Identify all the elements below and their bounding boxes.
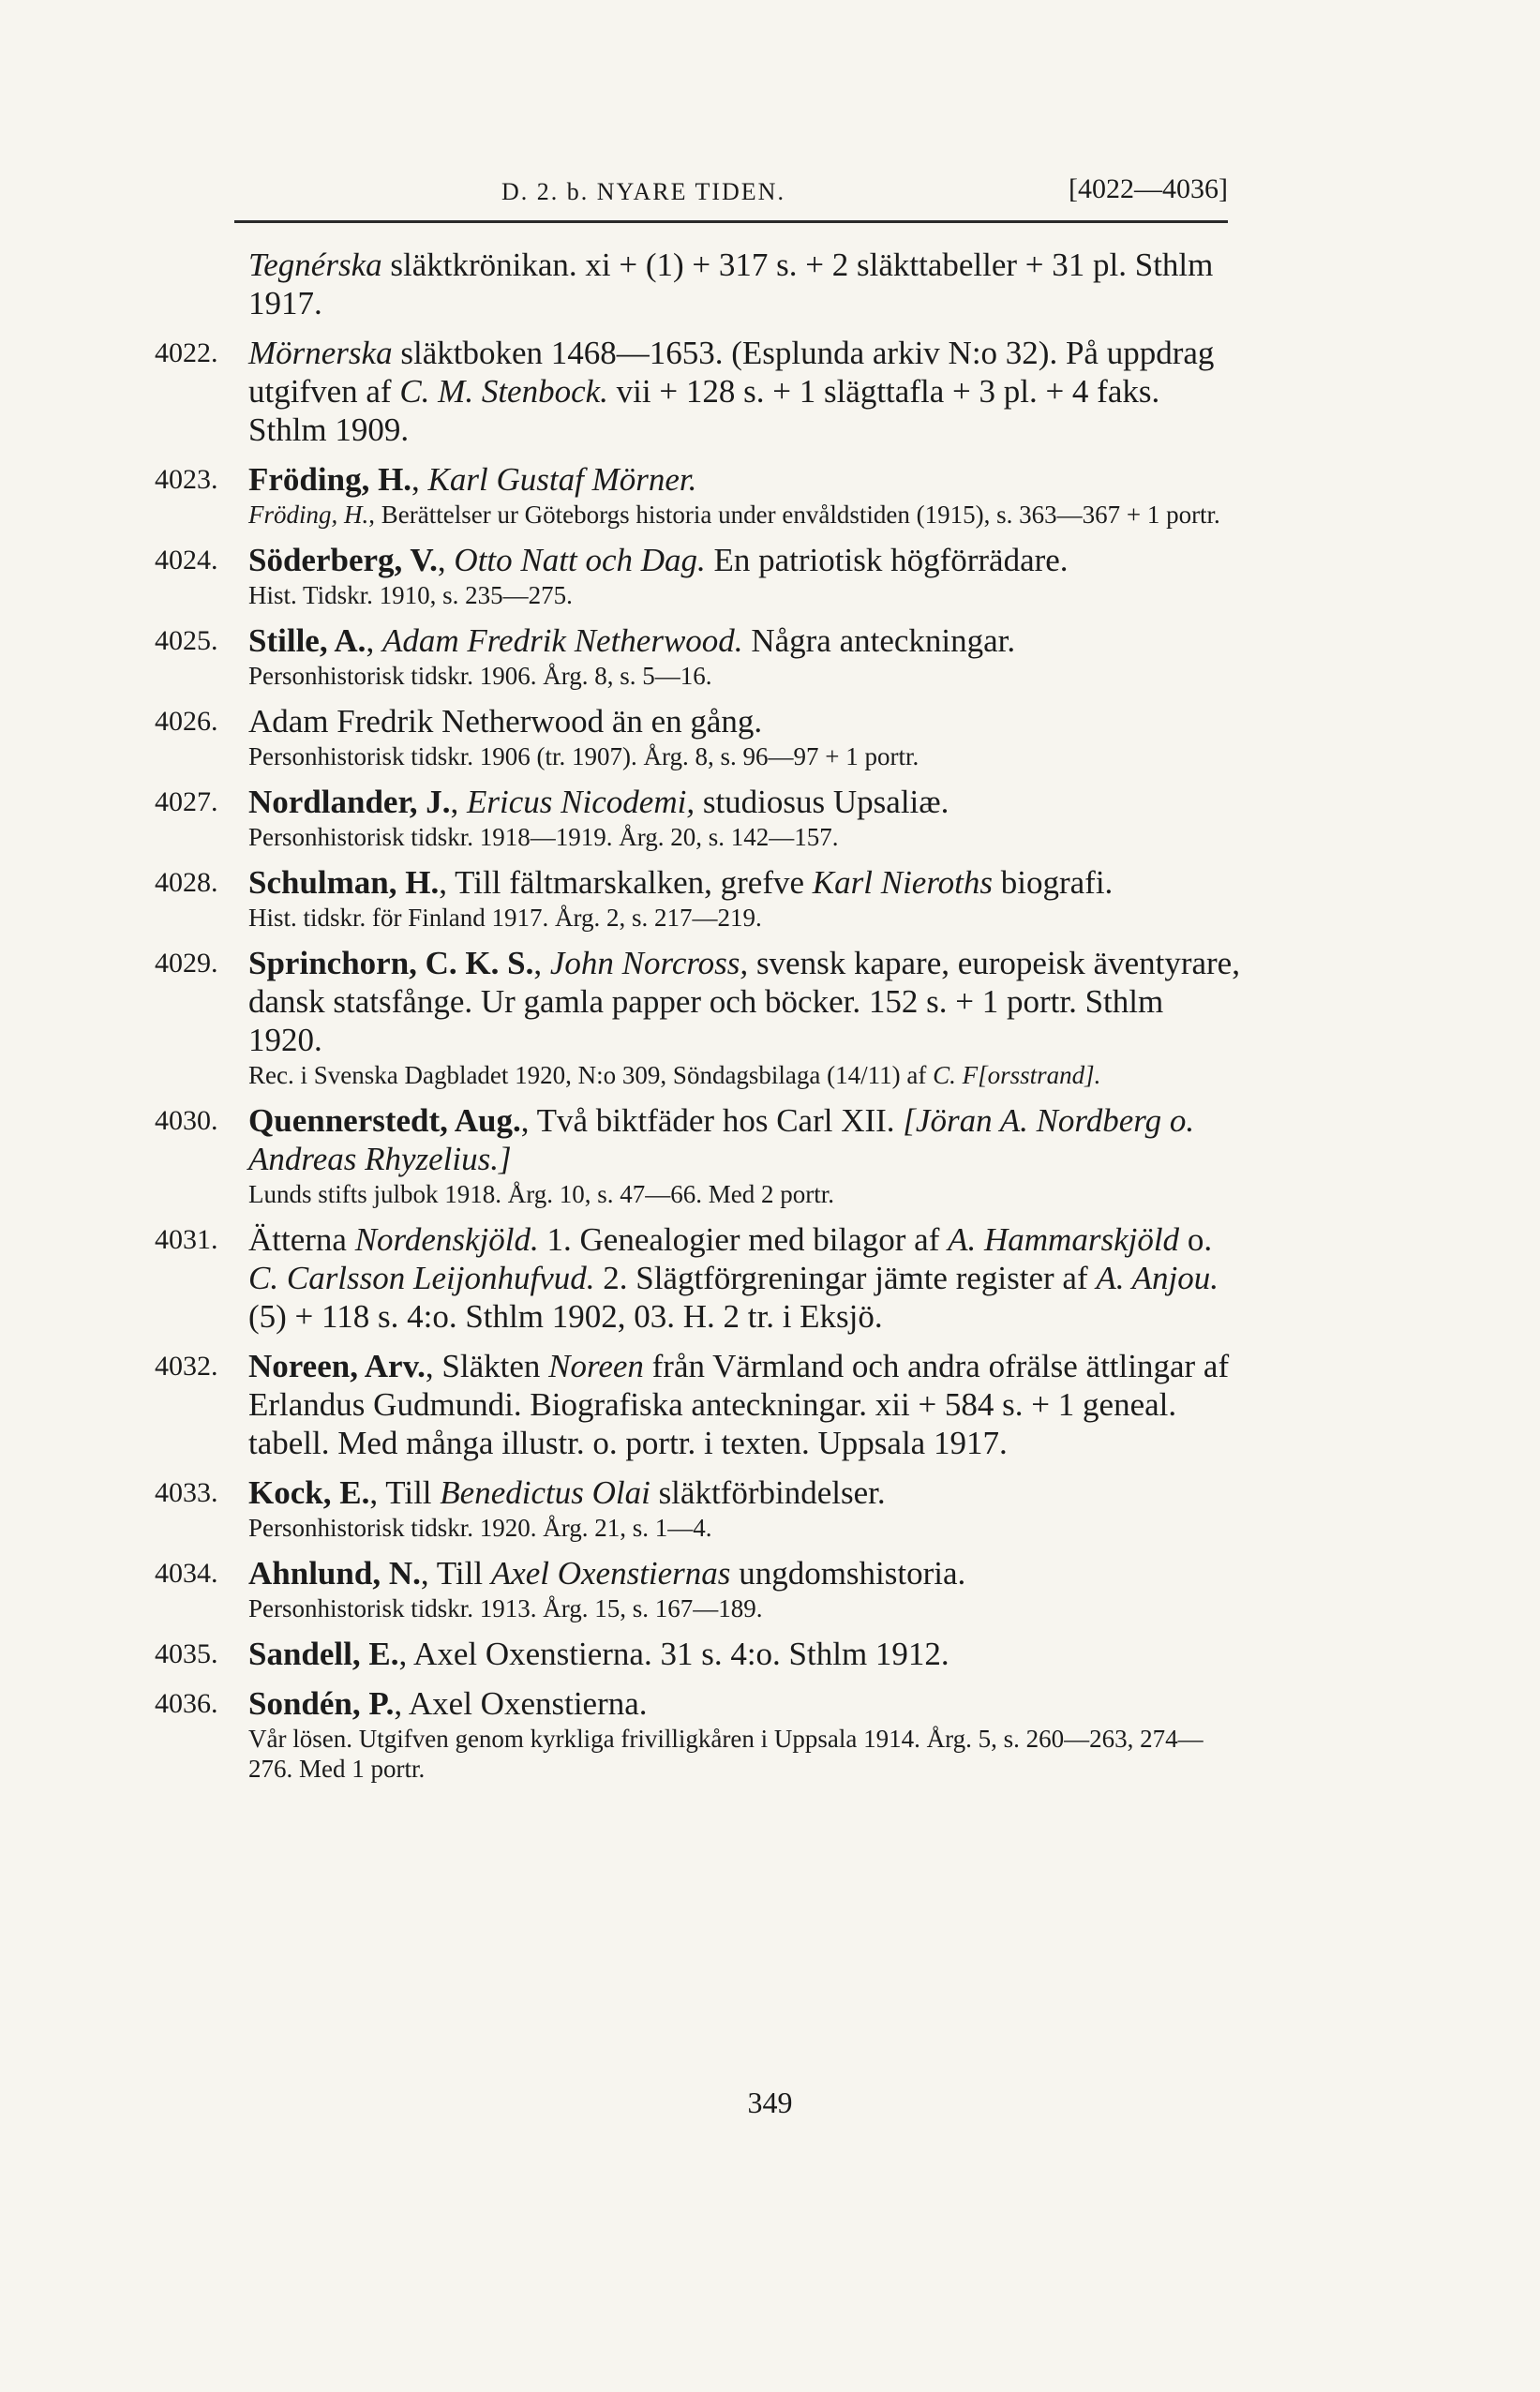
page-number: 349 [747, 2086, 793, 2119]
entry-note: Personhistorisk tidskr. 1918—1919. Årg. 20, s. 142—157. [248, 823, 839, 851]
entry-4025 [155, 621, 1242, 691]
entry-text [248, 1473, 1242, 1512]
entry-desc: En patriotisk högförrädare. [705, 542, 1069, 578]
entry-text: Adam Fredrik Netherwood än en gång. [248, 703, 763, 740]
entry-desc: svensk kapare, europeisk äventyrare, dansk statsfånge. Ur gamla papper och böcker. 152 s. + 1 portr. Sthlm 1920. [248, 945, 1240, 1058]
entry-author: Sandell, E. [248, 1636, 399, 1672]
bibliography-list [155, 246, 1242, 1795]
entry-desc: Ätterna [248, 1221, 355, 1258]
entry-4023 [155, 460, 1242, 530]
entry-number: 4023. [155, 464, 218, 495]
entry-author: Sondén, P. [248, 1685, 395, 1722]
entry-author: Ahnlund, N. [248, 1555, 421, 1592]
entry-text [248, 1220, 1242, 1336]
entry-text [248, 863, 1242, 902]
entry-intro [155, 246, 1242, 322]
entry-desc: Några anteckningar. [742, 622, 1016, 659]
entry-desc: , Till [369, 1474, 441, 1511]
entry-text [248, 1635, 1242, 1673]
entry-note [248, 500, 1242, 530]
entry-title: John Norcross, [549, 945, 749, 981]
entry-desc: 2. Slägtförgreningar jämte register af [594, 1260, 1097, 1296]
entry-title: Axel Oxenstiernas [490, 1555, 731, 1592]
entry-author: Nordlander, J. [248, 784, 451, 820]
entry-4027 [155, 783, 1242, 852]
entry-desc: släktkrönikan. xi + (1) + 317 s. + 2 släkttabeller + 31 pl. Sthlm 1917. [248, 247, 1214, 321]
entry-desc: biografi. [993, 864, 1114, 901]
note-text: , Berättelser ur Göteborgs historia under envåldstiden (1915), s. 363—367 + 1 portr. [368, 501, 1220, 529]
entry-author: Sprinchorn, C. K. S. [248, 945, 534, 981]
entry-text [248, 1347, 1242, 1462]
entry-note: Personhistorisk tidskr. 1913. Årg. 15, s. 167—189. [248, 1594, 763, 1622]
entry-text [248, 541, 1242, 579]
entry-author: Noreen, Arv. [248, 1348, 426, 1384]
entry-editor: A. Anjou. [1096, 1260, 1219, 1296]
entry-title: Otto Natt och Dag. [454, 542, 706, 578]
entry-desc: , Till [420, 1555, 491, 1592]
entry-note: Personhistorisk tidskr. 1906 (tr. 1907). Årg. 8, s. 96—97 + 1 portr. [248, 742, 920, 770]
entry-title: [Jöran A. Nordberg o. Andreas Rhyzelius.] [248, 1102, 1195, 1177]
note-text: Rec. i Svenska Dagbladet 1920, N:o 309, Söndagsbilaga (14/11) af [248, 1061, 934, 1089]
running-header [234, 173, 1228, 223]
entry-number: 4030. [155, 1105, 218, 1136]
entry-author: Schulman, H. [248, 864, 440, 901]
entry-desc: släktboken 1468—1653. (Esplunda arkiv N:o 32). På uppdrag utgifven af [248, 335, 1215, 410]
entry-4033 [155, 1473, 1242, 1543]
entry-desc: , [366, 622, 382, 659]
entry-text [248, 944, 1242, 1059]
entry-text [248, 1554, 1242, 1592]
entry-desc: , Axel Oxenstierna. 31 s. 4:o. Sthlm 1912. [398, 1636, 949, 1672]
entry-desc: från Värmland och andra ofrälse ättlingar af Erlandus Gudmundi. Biografiska anteckningar. xii + 584 s. + 1 geneal. tabell. Med många illustr. o. portr. i texten. Uppsala 1917. [248, 1348, 1230, 1461]
entry-number: 4036. [155, 1688, 218, 1719]
entry-note: Personhistorisk tidskr. 1906. Årg. 8, s. 5—16. [248, 662, 712, 690]
entry-desc: ungdomshistoria. [730, 1555, 966, 1592]
entry-4034 [155, 1554, 1242, 1623]
entry-number: 4026. [155, 706, 218, 737]
entry-desc: , Två biktfäder hos Carl XII. [520, 1102, 904, 1139]
entry-desc: , [533, 945, 550, 981]
entry-author: Quennerstedt, Aug. [248, 1102, 521, 1139]
entry-editor: C. Carlsson Leijonhufvud. [248, 1260, 595, 1296]
entry-title: Adam Fredrik Netherwood. [381, 622, 743, 659]
entry-note [248, 1060, 1242, 1090]
entry-editor: C. M. Stenbock. [399, 373, 608, 410]
entry-4029 [155, 944, 1242, 1090]
entry-title: Karl Nieroths [812, 864, 994, 901]
entry-number: 4028. [155, 867, 218, 898]
entry-number: 4033. [155, 1477, 218, 1508]
entry-note: Lunds stifts julbok 1918. Årg. 10, s. 47—66. Med 2 portr. [248, 1180, 835, 1208]
entry-4035 [155, 1635, 1242, 1673]
note-author: Fröding, H. [248, 501, 369, 529]
entry-text [248, 246, 1242, 322]
entry-author: Kock, E. [248, 1474, 370, 1511]
note-reviewer: C. F[orsstrand]. [933, 1061, 1101, 1089]
entry-title: Nordenskjöld. [354, 1221, 539, 1258]
entry-number: 4034. [155, 1558, 218, 1589]
entry-4026 [155, 702, 1242, 771]
entry-number: 4027. [155, 786, 218, 817]
entry-4036 [155, 1684, 1242, 1784]
entry-text [248, 783, 1242, 821]
entry-4032 [155, 1347, 1242, 1462]
entry-desc: 1. Genealogier med bilagor af [538, 1221, 949, 1258]
entry-desc: , [411, 461, 428, 498]
entry-desc: , Släkten [425, 1348, 549, 1384]
entry-title: Noreen [548, 1348, 644, 1384]
entry-number: 4031. [155, 1224, 218, 1255]
entry-number: 4022. [155, 337, 218, 368]
entry-title: Mörnerska [248, 335, 393, 371]
entry-4022 [155, 334, 1242, 449]
entry-title: Ericus Nicodemi, [467, 784, 695, 820]
entry-number: 4029. [155, 948, 218, 979]
entry-number: 4024. [155, 545, 218, 576]
entry-4024 [155, 541, 1242, 610]
entry-desc: , [450, 784, 468, 820]
entry-desc: studiosus Upsaliæ. [695, 784, 949, 820]
entry-number: 4032. [155, 1351, 218, 1382]
entry-desc: o. [1179, 1221, 1213, 1258]
entry-title: Karl Gustaf Mörner. [427, 461, 697, 498]
entry-4031 [155, 1220, 1242, 1336]
entry-note: Vår lösen. Utgifven genom kyrkliga frivilligkåren i Uppsala 1914. Årg. 5, s. 260—263, 274—276. Med 1 portr. [248, 1725, 1204, 1783]
entry-title: Benedictus Olai [440, 1474, 650, 1511]
entry-4030 [155, 1101, 1242, 1209]
entry-note: Hist. tidskr. för Finland 1917. Årg. 2, s. 217—219. [248, 904, 762, 932]
entry-author: Söderberg, V. [248, 542, 438, 578]
entry-desc: vii + 128 s. + 1 slägttafla + 3 pl. + 4 faks. Sthlm 1909. [248, 373, 1160, 448]
entry-number: 4035. [155, 1638, 218, 1669]
entry-author: Stille, A. [248, 622, 366, 659]
section-heading: D. 2. b. NYARE TIDEN. [501, 178, 785, 205]
entry-text [248, 1684, 1242, 1723]
entry-text [248, 334, 1242, 449]
entry-title: Tegnérska [248, 247, 382, 283]
entry-text [248, 460, 1242, 499]
entry-text [248, 621, 1242, 660]
entry-number: 4025. [155, 625, 218, 656]
entry-note: Personhistorisk tidskr. 1920. Årg. 21, s. 1—4. [248, 1514, 712, 1542]
entry-text [248, 1101, 1242, 1178]
entry-author: Fröding, H. [248, 461, 412, 498]
entry-desc: (5) + 118 s. 4:o. Sthlm 1902, 03. H. 2 tr. i Eksjö. [248, 1298, 883, 1335]
entry-4028 [155, 863, 1242, 933]
entry-range: [4022—4036] [1069, 173, 1228, 204]
entry-desc: , [437, 542, 455, 578]
entry-desc: , Axel Oxenstierna. [394, 1685, 648, 1722]
entry-note: Hist. Tidskr. 1910, s. 235—275. [248, 581, 573, 609]
entry-desc: , Till fältmarskalken, grefve [439, 864, 813, 901]
entry-desc: släktförbindelser. [650, 1474, 886, 1511]
entry-editor: A. Hammarskjöld [948, 1221, 1180, 1258]
